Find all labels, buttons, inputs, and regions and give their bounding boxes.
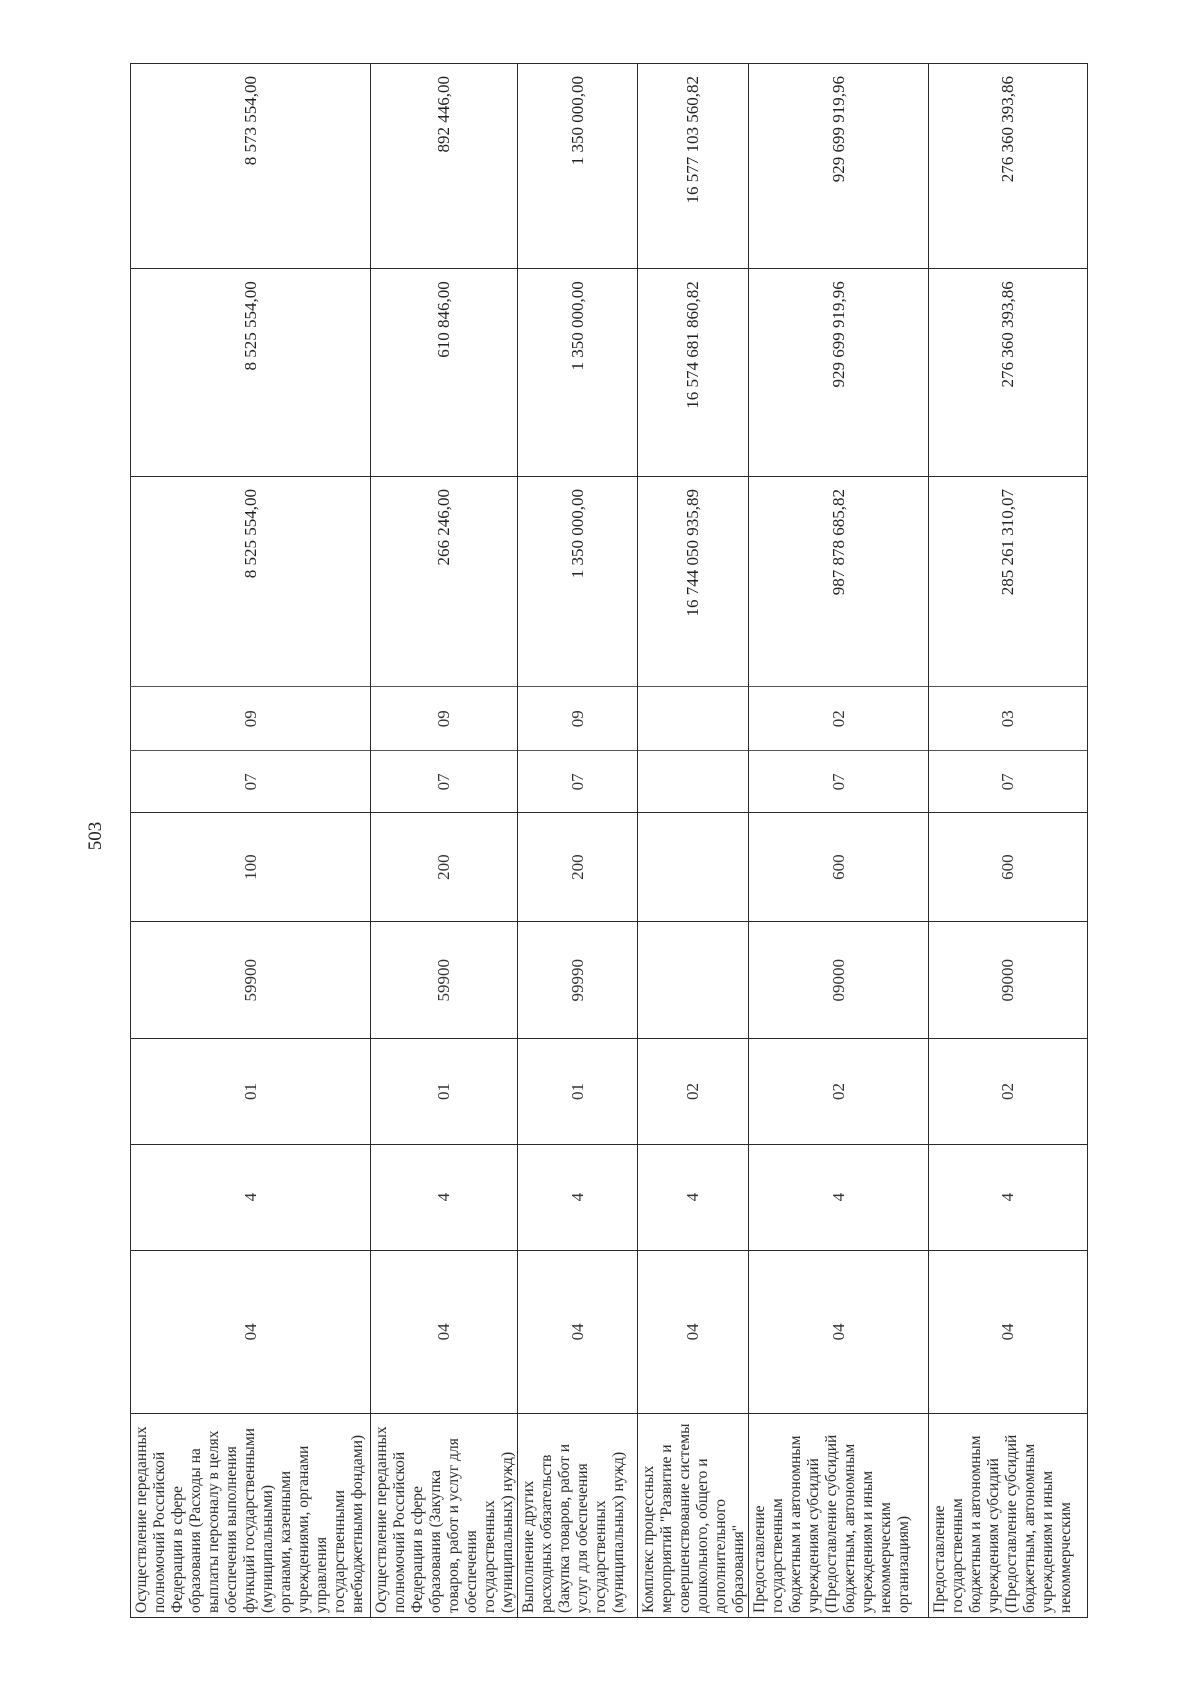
code-col-4: 09000	[749, 922, 929, 1039]
code-col-7: 09	[371, 687, 518, 751]
code-col-5: 600	[929, 813, 1088, 922]
code-col-7: 09	[518, 687, 638, 751]
row-description: Комплекс процессных мероприятий "Развитие и совершенствование системы дошкольного, общего и дополнительного образования"	[638, 1414, 749, 1618]
row-description: Предоставление государственным бюджетным и автономным учреждениям субсидий (Предоставление субсидий бюджетным, автономным учреждениям и иным некоммерческим организациям)	[749, 1414, 929, 1618]
code-col-7: 03	[929, 687, 1088, 751]
code-col-4	[638, 922, 749, 1039]
code-col-4: 59900	[371, 922, 518, 1039]
amount-year-2: 1 350 000,00	[518, 269, 638, 477]
code-col-2: 4	[929, 1144, 1088, 1250]
code-col-6: 07	[749, 751, 929, 813]
amount-year-3: 929 699 919,96	[749, 64, 929, 269]
code-col-6: 07	[371, 751, 518, 813]
row-description: Осуществление переданных полномочий Российской Федерации в сфере образования (Расходы на выплаты персоналу в целях обеспечения выполнения функций государственными (муниципальными) органами, казенными учреждениями, органами управления государственными внебюджетными фондами)	[131, 1414, 371, 1618]
amount-year-3: 276 360 393,86	[929, 64, 1088, 269]
row-description: Предоставление государственным бюджетным и автономным учреждениям субсидий (Предоставление субсидий бюджетным, автономным учреждениям и иным некоммерческим	[929, 1414, 1088, 1618]
code-col-5: 600	[749, 813, 929, 922]
amount-year-2: 16 574 681 860,82	[638, 269, 749, 477]
code-col-4: 99990	[518, 922, 638, 1039]
table-row	[749, 64, 929, 1618]
table-row	[929, 64, 1088, 1618]
table-row	[131, 64, 371, 1618]
amount-year-3: 1 350 000,00	[518, 64, 638, 269]
amount-year-3: 16 577 103 560,82	[638, 64, 749, 269]
budget-table-rotated	[130, 63, 1074, 1618]
amount-year-1: 16 744 050 935,89	[638, 476, 749, 686]
code-col-1: 04	[371, 1250, 518, 1413]
row-description: Осуществление переданных полномочий Российской Федерации в сфере образования (Закупка товаров, работ и услуг для обеспечения государственных (муниципальных) нужд)	[371, 1414, 518, 1618]
code-col-3: 02	[638, 1039, 749, 1144]
amount-year-2: 8 525 554,00	[131, 269, 371, 477]
code-col-6: 07	[518, 751, 638, 813]
amount-year-2: 929 699 919,96	[749, 269, 929, 477]
code-col-3: 01	[371, 1039, 518, 1144]
code-col-5	[638, 813, 749, 922]
code-col-5: 200	[518, 813, 638, 922]
amount-year-1: 285 261 310,07	[929, 476, 1088, 686]
code-col-2: 4	[638, 1144, 749, 1250]
table-row	[518, 64, 638, 1618]
code-col-2: 4	[131, 1144, 371, 1250]
amount-year-2: 276 360 393,86	[929, 269, 1088, 477]
code-col-6: 07	[131, 751, 371, 813]
code-col-1: 04	[929, 1250, 1088, 1413]
page-number	[85, 821, 106, 851]
code-col-6: 07	[929, 751, 1088, 813]
row-description: Выполнение других расходных обязательств (Закупка товаров, работ и услуг для обеспечения государственных (муниципальных) нужд)	[518, 1414, 638, 1618]
code-col-2: 4	[371, 1144, 518, 1250]
code-col-4: 59900	[131, 922, 371, 1039]
amount-year-1: 1 350 000,00	[518, 476, 638, 686]
page-number-text: 503	[85, 821, 106, 851]
code-col-1: 04	[518, 1250, 638, 1413]
code-col-7	[638, 687, 749, 751]
code-col-7: 09	[131, 687, 371, 751]
amount-year-1: 987 878 685,82	[749, 476, 929, 686]
code-col-4: 09000	[929, 922, 1088, 1039]
code-col-7: 02	[749, 687, 929, 751]
code-col-2: 4	[518, 1144, 638, 1250]
amount-year-1: 266 246,00	[371, 476, 518, 686]
table-row	[371, 64, 518, 1618]
code-col-3: 02	[749, 1039, 929, 1144]
amount-year-3: 8 573 554,00	[131, 64, 371, 269]
code-col-1: 04	[749, 1250, 929, 1413]
code-col-3: 01	[131, 1039, 371, 1144]
amount-year-1: 8 525 554,00	[131, 476, 371, 686]
code-col-6	[638, 751, 749, 813]
code-col-5: 200	[371, 813, 518, 922]
amount-year-2: 610 846,00	[371, 269, 518, 477]
amount-year-3: 892 446,00	[371, 64, 518, 269]
code-col-1: 04	[131, 1250, 371, 1413]
table-row	[638, 64, 749, 1618]
budget-table	[130, 63, 1088, 1618]
code-col-3: 01	[518, 1039, 638, 1144]
code-col-2: 4	[749, 1144, 929, 1250]
code-col-1: 04	[638, 1250, 749, 1413]
code-col-5: 100	[131, 813, 371, 922]
code-col-3: 02	[929, 1039, 1088, 1144]
